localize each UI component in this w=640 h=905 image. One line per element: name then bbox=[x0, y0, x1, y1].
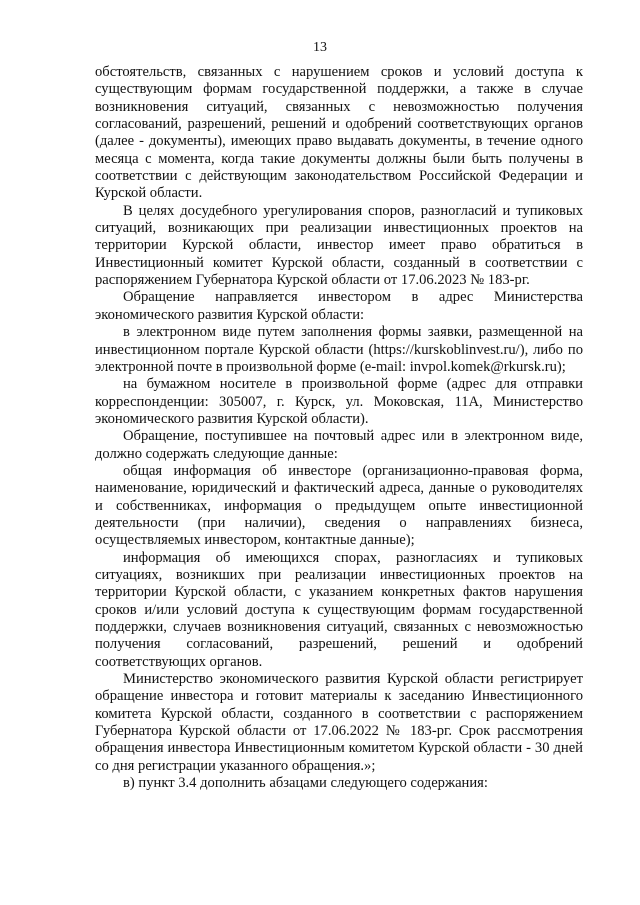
paragraph-paper-submission: на бумажном носителе в произвольной форме (адрес для отправки корреспонденции: 305007, г. Курск, ул. Моковская, 11А, Министерство экономического развития Курской области). bbox=[95, 376, 583, 427]
paragraph-investor-info: общая информация об инвесторе (организационно-правовая форма, наименование, юридический и фактический адреса, данные о руководителях и собственниках, информация о предыдущем опыте инвестиционной деятельности (при наличии), сведения о направлениях бизнеса, осуществляемых инвестором, контактные данные); bbox=[95, 462, 583, 549]
paragraph-pretrial-settlement: В целях досудебного урегулирования споров, разногласий и тупиковых ситуаций, возникающих при реализации инвестиционных проектов на территории Курской области, инвестор имеет право обратиться в Инвестиционный комитет Курской области, созданный в соответствии с распоряжением Губернатора Курской области от 17.06.2023 № 183-рг. bbox=[95, 202, 583, 289]
paragraph-amendment-3-4: в) пункт 3.4 дополнить абзацами следующего содержания: bbox=[123, 775, 488, 792]
page-number: 13 bbox=[313, 40, 327, 55]
paragraph-appeal-recipient: Обращение направляется инвестором в адрес Министерства экономического развития Курской области: bbox=[95, 289, 583, 323]
paragraph-disputes-info: информация об имеющихся спорах, разногласиях и тупиковых ситуациях, возникших при реализации инвестиционных проектов на территории Курской области, с указанием конкретных фактов нарушения сроков и/или условий доступа к существующим формам государственной поддержки, случаев возникновения ситуаций, связанных с невозможностью получения согласований, разрешений, решений и одобрений соответствующих органов. bbox=[95, 549, 583, 670]
document-body bbox=[95, 64, 583, 792]
paragraph-electronic-submission: в электронном виде путем заполнения формы заявки, размещенной на инвестиционном портале Курской области (https://kurskoblinvest.ru/), либо по электронной почте в произвольной форме (e-mail: invpol.komek@rkursk.ru); bbox=[95, 324, 583, 375]
paragraph-continuation: обстоятельств, связанных с нарушением сроков и условий доступа к существующим формам государственной поддержки, а также в случае возникновения ситуаций, связанных с невозможностью получения согласований, разрешений, решений и одобрений соответствующих органов (далее - документы), имеющих право выдавать документы, в течение одного месяца с момента, когда такие документы должны были быть получены в соответствии с действующим законодательством Российской Федерации и Курской области. bbox=[95, 64, 583, 202]
paragraph-ministry-registration: Министерство экономического развития Курской области регистрирует обращение инвестора и готовит материалы к заседанию Инвестиционного комитета Курской области, созданного в соответствии с распоряжением Губернатора Курской области от 17.06.2022 № 183-рг. Срок рассмотрения обращения инвестора Инвестиционным комитетом Курской области - 30 дней со дня регистрации указанного обращения.»; bbox=[95, 671, 583, 774]
paragraph-required-data: Обращение, поступившее на почтовый адрес или в электронном виде, должно содержать следующие данные: bbox=[95, 428, 583, 462]
